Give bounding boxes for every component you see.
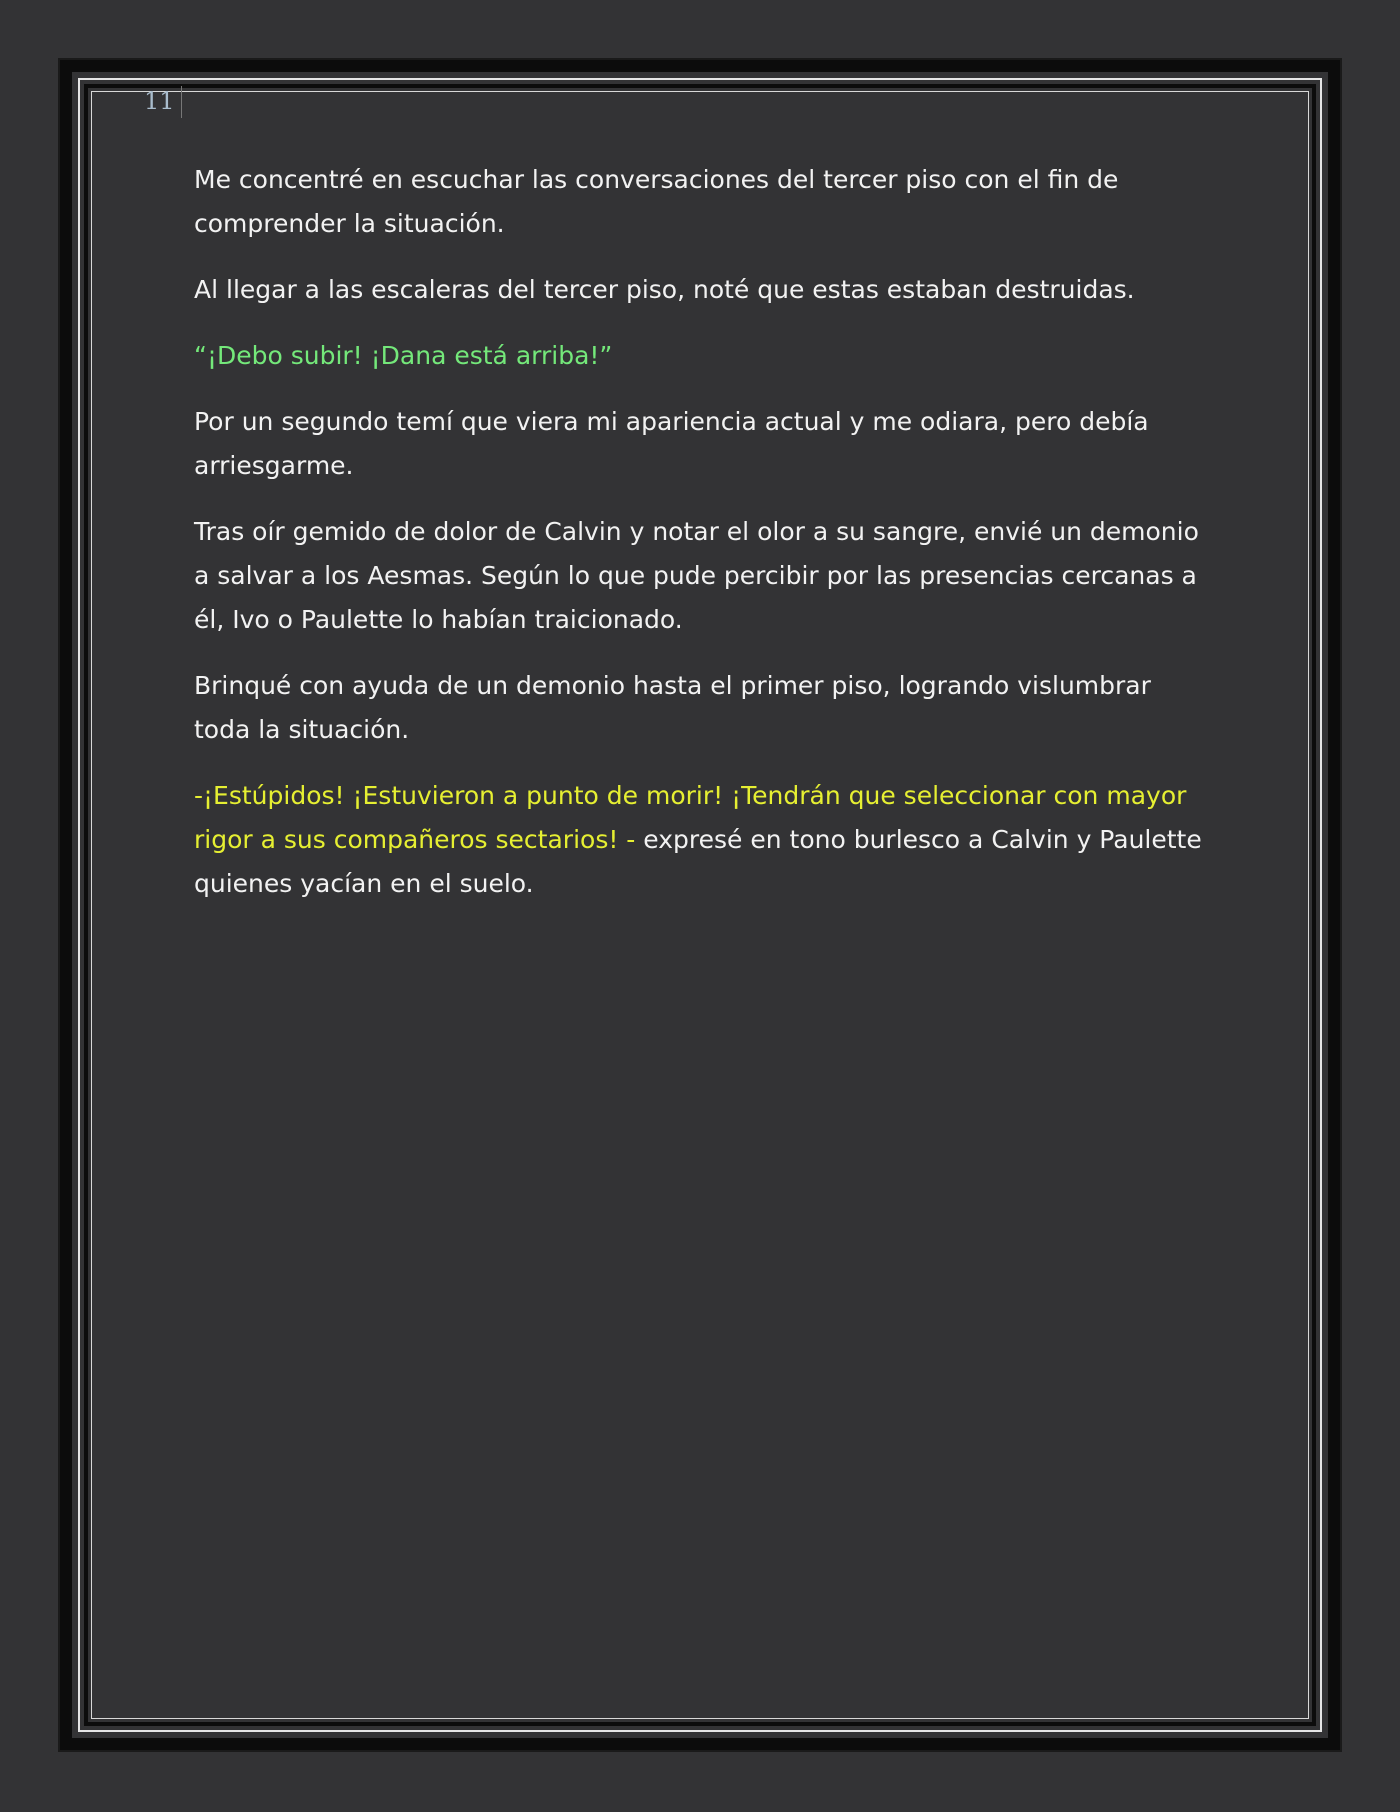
narration-text: Me concentré en escuchar las conversaciones del tercer piso con el fin de comprender la situación. — [194, 165, 1119, 238]
narration-text: expresé en tono burlesco a Calvin y Paulette quienes yacían en el suelo. — [194, 825, 1202, 898]
dialogue-text: -¡Estúpidos! ¡Estuvieron a punto de morir! ¡Tendrán que seleccionar con mayor rigor a sus compañeros sectarios! - — [194, 781, 1187, 854]
narration-text: Brinqué con ayuda de un demonio hasta el primer piso, logrando vislumbrar toda la situación. — [194, 671, 1151, 744]
narration-text: Al llegar a las escaleras del tercer piso, noté que estas estaban destruidas. — [194, 275, 1135, 304]
page-number: 11 — [144, 87, 175, 115]
page-number-divider — [181, 86, 182, 118]
paragraph-5 — [194, 510, 1214, 642]
paragraph-7 — [194, 774, 1214, 906]
paragraph-6 — [194, 664, 1214, 752]
paragraph-2 — [194, 268, 1214, 312]
narration-text: Tras oír gemido de dolor de Calvin y notar el olor a su sangre, envié un demonio a salvar a los Aesmas. Según lo que pude percibir por las presencias cercanas a él, Ivo o Paulette lo habían traicionado. — [194, 517, 1199, 634]
thought-text: “¡Debo subir! ¡Dana está arriba!” — [194, 341, 613, 370]
paragraph-4 — [194, 400, 1214, 488]
story-text — [194, 158, 1214, 928]
paragraph-3 — [194, 334, 1214, 378]
narration-text: Por un segundo temí que viera mi apariencia actual y me odiara, pero debía arriesgarme. — [194, 407, 1149, 480]
paragraph-1 — [194, 158, 1214, 246]
